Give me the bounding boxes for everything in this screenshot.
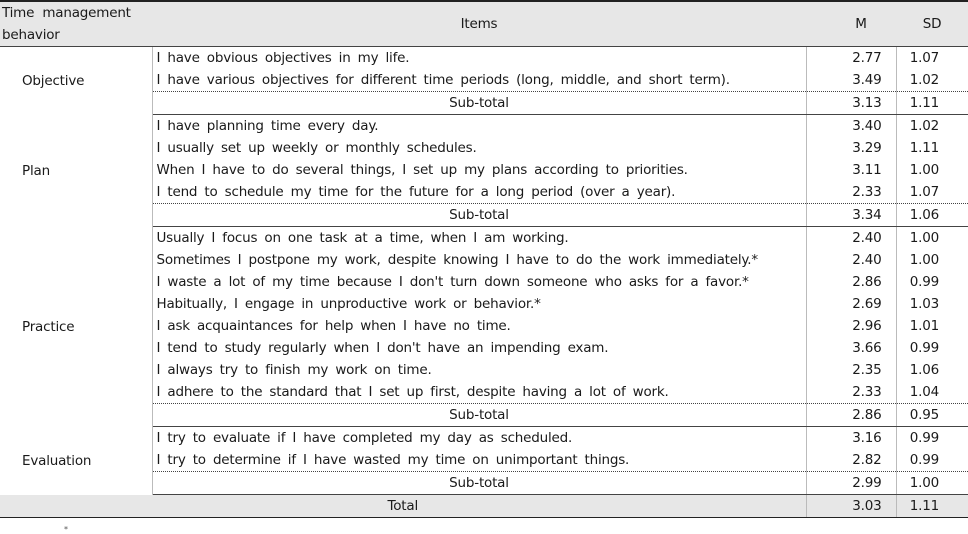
category-cell: Plan: [0, 115, 152, 227]
item-cell: When I have to do several things, I set up my plans according to priorities.: [156, 162, 688, 178]
sd-cell: 1.02: [896, 69, 968, 92]
mean-cell: 3.29: [806, 137, 896, 159]
mean-cell: 2.86: [806, 271, 896, 293]
footnote-mark: *: [64, 525, 68, 534]
item-cell: I have obvious objectives in my life.: [156, 50, 410, 66]
mean-cell: 2.33: [806, 381, 896, 404]
sd-cell: 1.00: [896, 227, 968, 250]
item-cell: Usually I focus on one task at a time, when I am working.: [156, 230, 569, 246]
subtotal-sd: 1.11: [896, 92, 968, 115]
mean-cell: 2.35: [806, 359, 896, 381]
table-row: [0, 227, 968, 250]
sd-cell: 1.00: [896, 249, 968, 271]
mean-cell: 2.77: [806, 47, 896, 70]
subtotal-label: Sub-total: [152, 204, 806, 227]
item-cell: I ask acquaintances for help when I have no time.: [156, 318, 511, 334]
item-cell: I have planning time every day.: [156, 118, 379, 134]
item-cell: I try to determine if I have wasted my time on unimportant things.: [156, 452, 630, 468]
subtotal-label: Sub-total: [152, 92, 806, 115]
sd-cell: 0.99: [896, 427, 968, 450]
sd-cell: 0.99: [896, 449, 968, 472]
table-row: [0, 427, 968, 450]
item-cell: I waste a lot of my time because I don't turn down someone who asks for a favor.*: [156, 274, 749, 290]
item-cell: Sometimes I postpone my work, despite knowing I have to do the work immediately.*: [156, 252, 758, 268]
sd-cell: 1.03: [896, 293, 968, 315]
sd-cell: 0.99: [896, 271, 968, 293]
mean-cell: 2.40: [806, 249, 896, 271]
sd-cell: 0.99: [896, 337, 968, 359]
mean-cell: 2.40: [806, 227, 896, 250]
table-header-row: [0, 1, 968, 47]
sd-cell: 1.01: [896, 315, 968, 337]
subtotal-mean: 2.86: [806, 404, 896, 427]
header-m: M: [806, 1, 896, 47]
subtotal-mean: 3.34: [806, 204, 896, 227]
mean-cell: 2.33: [806, 181, 896, 204]
category-cell: Objective: [0, 47, 152, 115]
subtotal-mean: 2.99: [806, 472, 896, 495]
item-cell: I tend to study regularly when I don't have an impending exam.: [156, 340, 609, 356]
item-cell: I have various objectives for different time periods (long, middle, and short term).: [156, 72, 730, 88]
item-cell: Habitually, I engage in unproductive work or behavior.*: [156, 296, 541, 312]
sd-cell: 1.00: [896, 159, 968, 181]
header-items: Items: [152, 1, 806, 47]
header-sd: SD: [896, 1, 968, 47]
table-row: [0, 47, 968, 70]
sd-cell: 1.04: [896, 381, 968, 404]
item-cell: I adhere to the standard that I set up first, despite having a lot of work.: [156, 384, 669, 400]
mean-cell: 3.11: [806, 159, 896, 181]
subtotal-mean: 3.13: [806, 92, 896, 115]
sd-cell: 1.07: [896, 47, 968, 70]
sd-cell: 1.07: [896, 181, 968, 204]
item-cell: I tend to schedule my time for the future for a long period (over a year).: [156, 184, 676, 200]
item-cell: I try to evaluate if I have completed my day as scheduled.: [156, 430, 573, 446]
sd-cell: 1.06: [896, 359, 968, 381]
subtotal-sd: 0.95: [896, 404, 968, 427]
mean-cell: 2.82: [806, 449, 896, 472]
total-sd: 1.11: [896, 495, 968, 518]
category-cell: Practice: [0, 227, 152, 427]
table-row: [0, 115, 968, 138]
mean-cell: 3.49: [806, 69, 896, 92]
header-behavior: Time management behavior: [0, 1, 152, 47]
mean-cell: 2.69: [806, 293, 896, 315]
subtotal-label: Sub-total: [152, 472, 806, 495]
total-label: Total: [0, 495, 806, 518]
item-cell: I always try to finish my work on time.: [156, 362, 432, 378]
subtotal-sd: 1.00: [896, 472, 968, 495]
mean-cell: 3.66: [806, 337, 896, 359]
category-cell: Evaluation: [0, 427, 152, 495]
subtotal-sd: 1.06: [896, 204, 968, 227]
mean-cell: 2.96: [806, 315, 896, 337]
mean-cell: 3.40: [806, 115, 896, 138]
sd-cell: 1.11: [896, 137, 968, 159]
total-m: 3.03: [806, 495, 896, 518]
subtotal-label: Sub-total: [152, 404, 806, 427]
item-cell: I usually set up weekly or monthly schedules.: [156, 140, 477, 156]
table-body: [0, 47, 968, 495]
mean-cell: 3.16: [806, 427, 896, 450]
total-row: [0, 495, 968, 518]
sd-cell: 1.02: [896, 115, 968, 138]
